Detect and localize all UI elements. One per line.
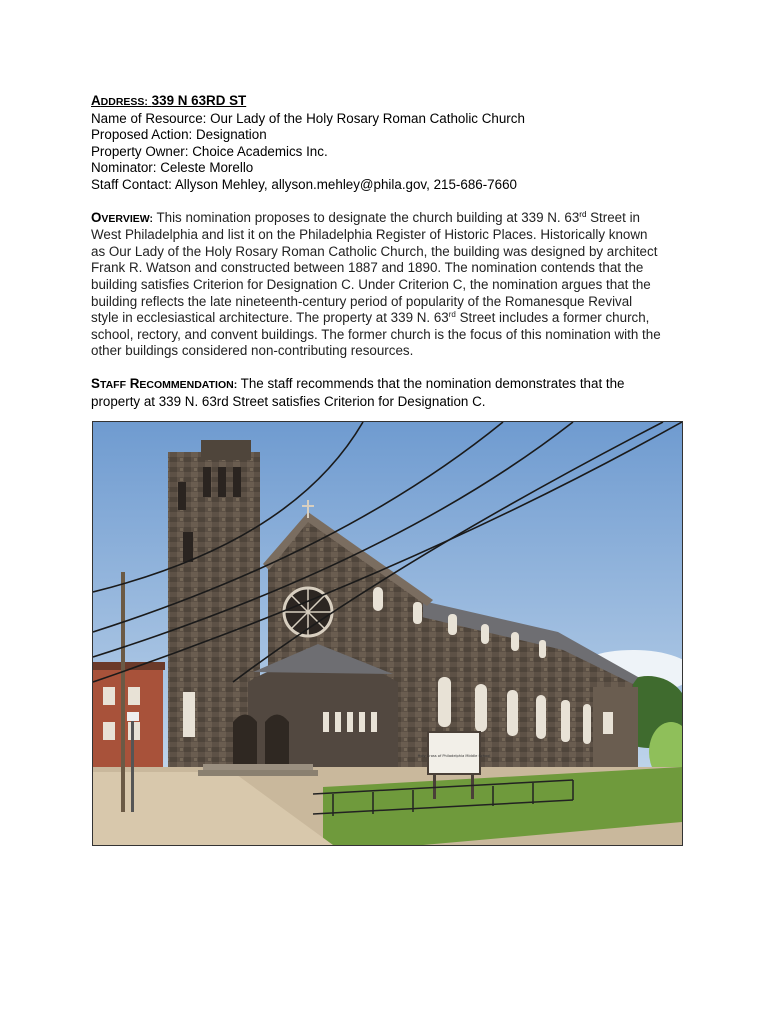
church-photo [92, 421, 683, 846]
overview-section [91, 210, 691, 360]
overview-line: building reflects the late nineteenth-century period of popularity of the Romanesque Revival [91, 293, 633, 309]
nominator: Nominator: Celeste Morello [91, 160, 254, 176]
steps [203, 764, 313, 770]
sign-post [131, 712, 134, 812]
recommendation-label: STAFF RECOMMENDATION: [91, 375, 238, 391]
belfry-opening [203, 467, 211, 497]
belfry-opening [233, 467, 241, 497]
staff-recommendation-section [91, 376, 691, 410]
address-line [91, 93, 691, 111]
church-door [233, 715, 257, 768]
address-label: ADDRESS: 339 N 63RD ST [91, 93, 247, 108]
address-value: 339 N 63RD ST [151, 93, 247, 108]
overview-label: OVERVIEW: [91, 209, 153, 225]
overview-line: style in ecclesiastical architecture. The property at 339 N. 63rd Street includes a former church, [91, 310, 650, 326]
overview-line: OVERVIEW: This nomination proposes to designate the church building at 339 N. 63rd Street in [91, 209, 640, 225]
proposed-action: Proposed Action: Designation [91, 127, 267, 143]
recommendation-line: STAFF RECOMMENDATION: The staff recommends that the nomination demonstrates that the [91, 375, 625, 391]
school-sign [428, 732, 480, 774]
church-illustration [93, 422, 682, 845]
sign-text: Holy Cross of Philadelphia Middle School [417, 754, 491, 758]
rear-building [593, 687, 638, 772]
overview-line: other buildings considered non-contributing resources. [91, 343, 414, 359]
document-page [91, 93, 691, 410]
overview-line: Frank R. Watson and constructed between 1887 and 1890. The nomination contends that the [91, 260, 644, 276]
property-owner: Property Owner: Choice Academics Inc. [91, 143, 328, 159]
belfry-opening [218, 467, 226, 497]
staff-contact: Staff Contact: Allyson Mehley, allyson.mehley@phila.gov, 215-686-7660 [91, 176, 517, 192]
overview-line: West Philadelphia and list it on the Philadelphia Register of Historic Places. Historically known [91, 227, 648, 243]
overview-line: school, rectory, and convent buildings. The former church is the focus of this nomination with the [91, 326, 661, 342]
overview-line: building satisfies Criterion for Designation C. Under Criterion C, the nomination argues that the [91, 276, 651, 292]
utility-pole [121, 572, 125, 812]
tower-window [183, 692, 195, 737]
resource-name: Name of Resource: Our Lady of the Holy Rosary Roman Catholic Church [91, 110, 525, 126]
recommendation-line: property at 339 N. 63rd Street satisfies Criterion for Designation C. [91, 393, 486, 409]
overview-line: as Our Lady of the Holy Rosary Roman Catholic Church, the building was designed by architect [91, 243, 658, 259]
church-door [265, 715, 289, 768]
